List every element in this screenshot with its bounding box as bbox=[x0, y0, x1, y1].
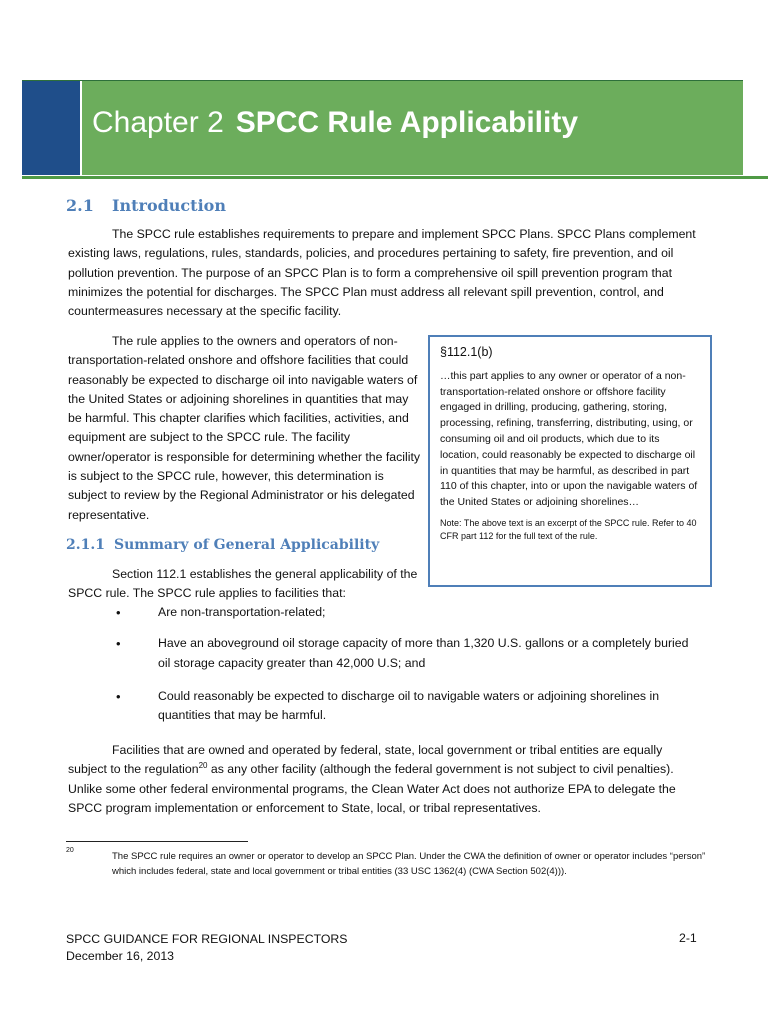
section-heading-intro bbox=[66, 196, 226, 215]
bullet-icon: • bbox=[116, 636, 121, 652]
closing-paragraph bbox=[68, 741, 704, 818]
header-blue-block bbox=[22, 81, 80, 175]
page-number: 2-1 bbox=[679, 931, 697, 945]
excerpt-note: Note: The above text is an excerpt of the SPCC rule. Refer to 40 CFR part 112 for the full text of the rule. bbox=[440, 517, 697, 542]
subsection-heading-applicability bbox=[66, 537, 379, 553]
list-item bbox=[68, 603, 704, 622]
subsection-number: 2.1.1 bbox=[66, 537, 105, 553]
list-item-text: Could reasonably be expected to discharge oil to navigable waters or adjoining shorelines in quantities that may be harmful. bbox=[158, 688, 660, 723]
footnote-divider bbox=[66, 841, 248, 842]
list-item-text: Have an aboveground oil storage capacity of more than 1,320 U.S. gallons or a completely buried oil storage capacity greater than 42,000 U.S; and bbox=[158, 636, 689, 670]
footnote-text: The SPCC rule requires an owner or operator to develop an SPCC Plan. Under the CWA the definition of owner or operator includes “person” which includes federal, state and local government or tribal entities (33 USC 1362(4) (CWA Section 502(4))). bbox=[112, 851, 706, 877]
regulation-reference: §112.1(b) bbox=[440, 345, 493, 359]
footer-info bbox=[66, 931, 348, 965]
chapter-title bbox=[92, 106, 578, 140]
list-item bbox=[68, 687, 704, 726]
closing-text-start: Facilities that are owned and operated by federal, state, local government or tribal entities are equally subject to the regulation bbox=[68, 743, 663, 777]
regulation-excerpt-box bbox=[428, 335, 712, 587]
intro-paragraph-2: The rule applies to the owners and operators of non-transportation-related onshore and offshore facilities that could reasonably be expected to discharge oil into navigable waters of the United States or adjoining shorelines in quantities that may be harmful. This chapter clarifies which facilities, activities, and equipment are subject to the SPCC rule. The facility owner/operator is responsible for determining whether the facility is subject to the SPCC rule, however, this determination is subject to review by the Regional Administrator or his delegated representative. bbox=[68, 334, 421, 522]
subsection-title: Summary of General Applicability bbox=[114, 537, 380, 553]
regulation-excerpt: …this part applies to any owner or operator of a non-transportation-related onshore or offshore facility engaged in drilling, producing, gathering, storing, processing, refining, transferring, distributing, using, or consuming oil and oil products, which due to its location, could reasonably be expected to discharge oil in quantities that may be harmful, as described in part 110 of this chapter, into or upon the navigable waters of the United States or adjoining shorelines… bbox=[440, 369, 698, 509]
closing-text-end: as any other facility (although the federal government is not subject to civil penalties). Unlike some other federal environmental programs, the Clean Water Act does not authorize EPA to delegate the SPCC program implementation or enforcement to State, local, or tribal representatives. bbox=[68, 762, 676, 815]
intro-paragraph-1: The SPCC rule establishes requirements to prepare and implement SPCC Plans. SPCC Plans complement existing laws, regulations, rules, standards, policies, and procedures pertaining to safety, fire prevention, and oil pollution prevention. The purpose of an SPCC Plan is to form a comprehensive oil spill prevention program that minimizes the potential for discharges. The SPCC Plan must address all relevant spill prevention, control, and countermeasures necessary at the specific facility. bbox=[68, 227, 696, 319]
bullet-icon: • bbox=[116, 605, 121, 620]
footnote-number: 20 bbox=[66, 847, 74, 854]
footnote-reference[interactable]: 20 bbox=[198, 761, 208, 771]
section-title: Introduction bbox=[112, 196, 226, 215]
footer-document-title: SPCC GUIDANCE FOR REGIONAL INSPECTORS bbox=[66, 932, 348, 946]
section-number: 2.1 bbox=[66, 196, 94, 215]
list-item bbox=[68, 634, 704, 673]
chapter-number: Chapter 2 bbox=[92, 106, 224, 139]
header-bottom-rule bbox=[22, 176, 768, 179]
chapter-name: SPCC Rule Applicability bbox=[235, 106, 579, 139]
applicability-paragraph: Section 112.1 establishes the general applicability of the SPCC rule. The SPCC rule applies to facilities that: bbox=[68, 567, 418, 601]
applicability-list bbox=[68, 603, 704, 737]
footer-date: December 16, 2013 bbox=[66, 949, 175, 963]
list-item-text: Are non-transportation-related; bbox=[158, 605, 326, 619]
bullet-icon: • bbox=[116, 688, 121, 704]
